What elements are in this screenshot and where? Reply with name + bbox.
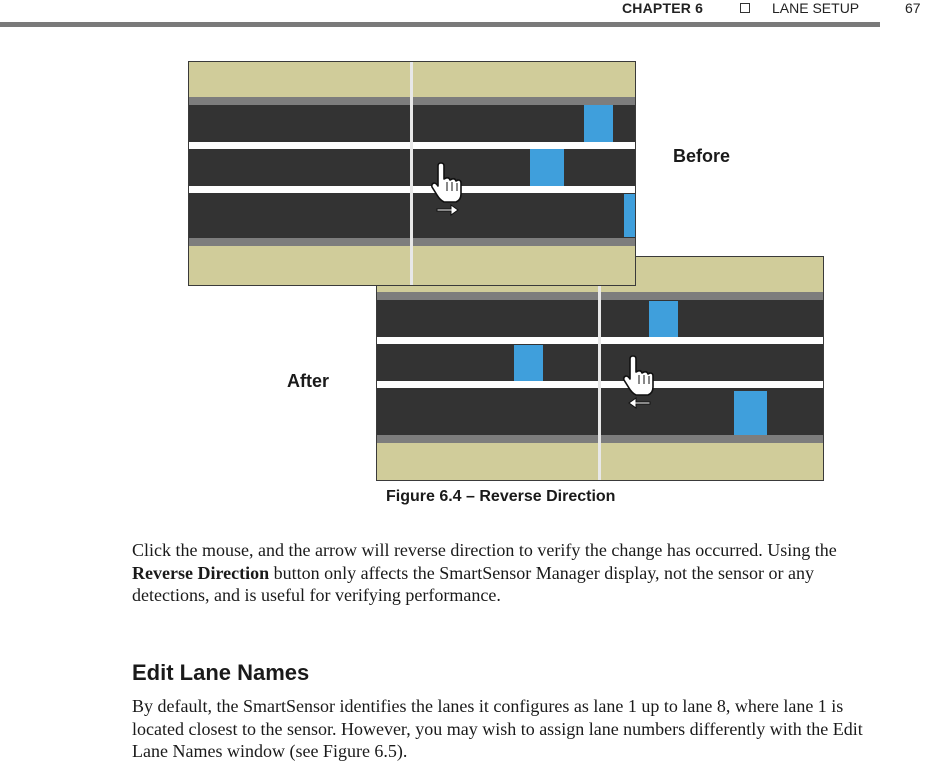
vehicle xyxy=(530,149,564,186)
vehicle xyxy=(734,391,767,435)
page-number: 67 xyxy=(905,0,921,16)
header-rule xyxy=(0,22,880,27)
para-text: button only affects the SmartSensor Manager display, not the sensor or any detections, and is useful for verifying performance. xyxy=(132,562,814,605)
header-section: LANE SETUP xyxy=(772,0,860,16)
para-text: Click the mouse, and the arrow will reverse direction to verify the change has occurred. Using the xyxy=(132,540,837,560)
vehicle xyxy=(649,301,678,337)
vehicle xyxy=(624,194,636,237)
label-after: After xyxy=(287,371,330,391)
bold-term: Reverse Direction xyxy=(132,562,270,583)
label-before: Before xyxy=(673,146,731,166)
header-chapter: CHAPTER 6 xyxy=(622,0,704,16)
vehicle xyxy=(514,345,543,381)
body-paragraph xyxy=(132,539,872,607)
screenshot-before xyxy=(188,61,636,286)
body-paragraph: By default, the SmartSensor identifies the lanes it configures as lane 1 up to lane 8, where lane 1 is located closest to the sensor. However, you may wish to assign lane numbers differently with the Edit Lane Names window (see Figure 6.5). xyxy=(132,696,863,761)
hand-cursor-icon xyxy=(621,355,661,410)
vehicle xyxy=(584,105,613,142)
detection-line xyxy=(410,62,413,285)
screenshot-after xyxy=(376,256,824,481)
section-heading: Edit Lane Names xyxy=(132,660,310,685)
hand-cursor-icon xyxy=(429,162,469,217)
detection-line xyxy=(598,257,601,480)
figure-caption: Figure 6.4 – Reverse Direction xyxy=(386,488,616,505)
header-separator-box xyxy=(740,3,750,13)
